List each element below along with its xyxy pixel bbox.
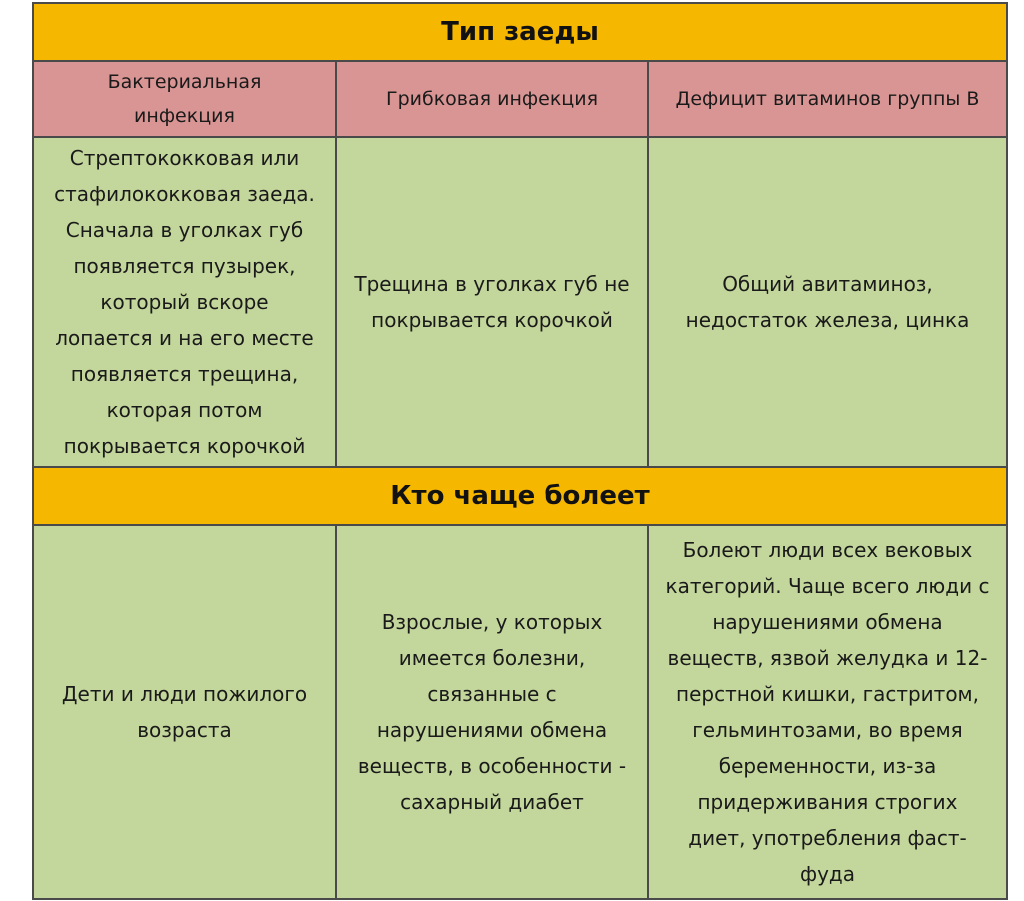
fungal-who: Взрослые, у которых имеется болезни, связанные с нарушениями обмена веществ, в особенности - сахарный диабет	[337, 526, 649, 898]
header-fungal: Грибковая инфекция	[337, 62, 649, 136]
header-bacterial: Бактериальная инфекция	[34, 62, 337, 136]
bacterial-description: Стрептококковая или стафилококковая заеда. Сначала в уголках губ появляется пузырек, который вскоре лопается и на его месте появляется трещина, которая потом покрывается корочкой	[34, 138, 337, 466]
who-row	[34, 526, 1006, 898]
stomatitis-table	[32, 2, 1008, 900]
vitamin-who: Болеют люди всех вековых категорий. Чаще всего люди с нарушениями обмена веществ, язвой желудка и 12- перстной кишки, гастритом, гельминтозами, во время беременности, из-за придерживания строгих диет, употребления фаст- фуда	[649, 526, 1006, 898]
vitamin-description: Общий авитаминоз, недостаток железа, цинка	[649, 138, 1006, 466]
header-vitamin-deficiency: Дефицит витаминов группы В	[649, 62, 1006, 136]
fungal-description: Трещина в уголках губ не покрывается корочкой	[337, 138, 649, 466]
header-row	[34, 62, 1006, 138]
section-title-who: Кто чаще болеет	[34, 468, 1006, 526]
section-title-type: Тип заеды	[34, 4, 1006, 62]
bacterial-who: Дети и люди пожилого возраста	[34, 526, 337, 898]
type-description-row	[34, 138, 1006, 468]
